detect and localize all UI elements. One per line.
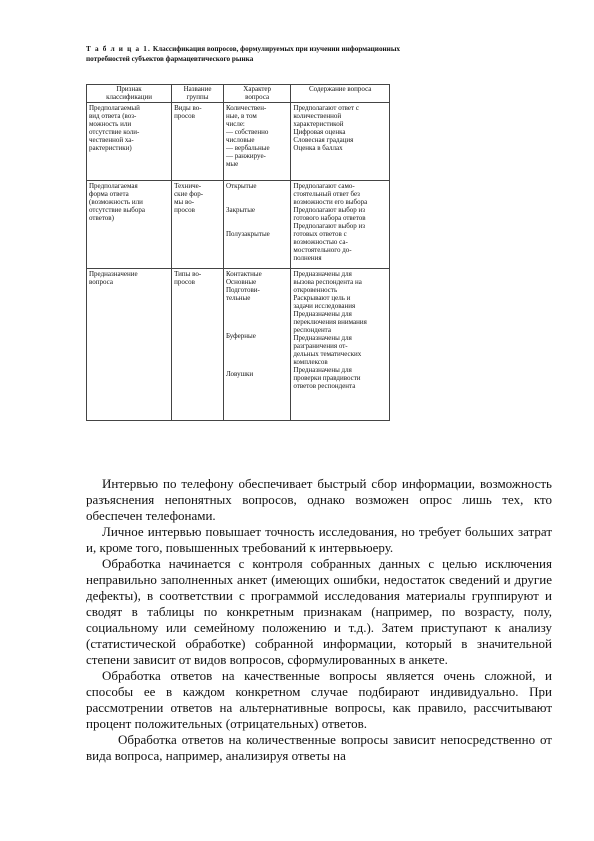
content-text: Предполагают само- стоятельный ответ без возможности его выбора Предполагают выбор из готового набора ответов Предполагают выбор из готовых ответов с возможностью са- мостоятельного до- полнения [293,182,368,262]
nature-item: Ловушки [225,370,254,378]
nature-item: Полузакрытые [225,230,270,238]
header-feature: Признак классификации [87,85,172,103]
cell-group: Виды во- просов [172,103,224,181]
paragraph: Интервью по телефону обеспечивает быстрый сбор информации, возможность разъяснения непонятных вопросов, однако возможен опрос лишь тех, кто обеспечен телефонами. [86,476,552,523]
header-content: Содержание вопроса [291,85,390,103]
cell-feature: Предполагаемая форма ответа (возможность или отсутствие выбора ответов) [87,181,172,269]
table-header-row [87,85,390,103]
nature-item: Открытые [225,182,257,190]
cell-nature [223,181,290,269]
cell-nature [223,103,290,181]
cell-content [291,103,390,181]
cell-nature [223,269,290,421]
nature-item: Закрытые [225,206,256,214]
paragraph: Обработка ответов на качественные вопросы является очень сложной, и способы ее в каждом конкретном случае подбирают индивидуально. При рассмотрении ответов на альтернативные вопросы, как правило, рассчитывают процент положительных (отрицательных) ответов. [86,668,552,731]
header-group: Название группы [172,85,224,103]
nature-item: Буферные [225,332,256,340]
cell-feature: Предназначение вопроса [87,269,172,421]
paragraph: Обработка ответов на количественные вопросы зависит непосредственно от вида вопроса, например, анализируя ответы на [86,732,552,763]
body-text [86,476,552,764]
cell-content [291,181,390,269]
table-caption-title: Классификация вопросов, формулируемых при изучении информационных потребностей субъектов фармацевтического рынка [86,45,401,63]
content-text: Предназначены для вызова респондента на откровенность Раскрывают цель и задачи исследования Предназначены для переключения внимания респондента Предназначены для разграничения от- дельных тематических комплексов Предназначены для проверки правдивости ответов респондента [293,270,367,390]
nature-item: Количествен- ные, в том числе: — собственно числовые — вербальные — ранжируе- мые [225,104,270,168]
table-caption [86,44,416,64]
table-row [87,269,390,421]
nature-item: Контактные Основные Подготови- тельные [225,270,262,302]
cell-group: Типы во- просов [172,269,224,421]
cell-group: Техниче- ские фор- мы во- просов [172,181,224,269]
table-caption-label: Т а б л и ц а 1. [86,45,152,53]
cell-content [291,269,390,421]
classification-table [86,84,390,421]
paragraph: Личное интервью повышает точность исследования, но требует больших затрат и, кроме того, повышенных требований к интервьюеру. [86,524,552,555]
table-row [87,181,390,269]
header-nature: Характер вопроса [223,85,290,103]
paragraph: Обработка начинается с контроля собранных данных с целью исключения неправильно заполненных анкет (имеющих ошибки, недостаток сведений и другие дефекты), в соответствии с программой исследования материалы группируют и сводят в таблицы по конкретным признакам (например, по возрасту, полу, социальному или семейному положению и т.д.). Затем приступают к анализу (статистической обработке) собранной информации, который в значительной степени зависит от видов вопросов, сформулированных в анкете. [86,556,552,667]
table-row [87,103,390,181]
content-text: Предполагают ответ с количественной характеристикой Цифровая оценка Словесная градация Оценка в баллах [293,104,359,152]
cell-feature: Предполагаемый вид ответа (воз- можность или отсутствие коли- чественной ха- рактеристики) [87,103,172,181]
